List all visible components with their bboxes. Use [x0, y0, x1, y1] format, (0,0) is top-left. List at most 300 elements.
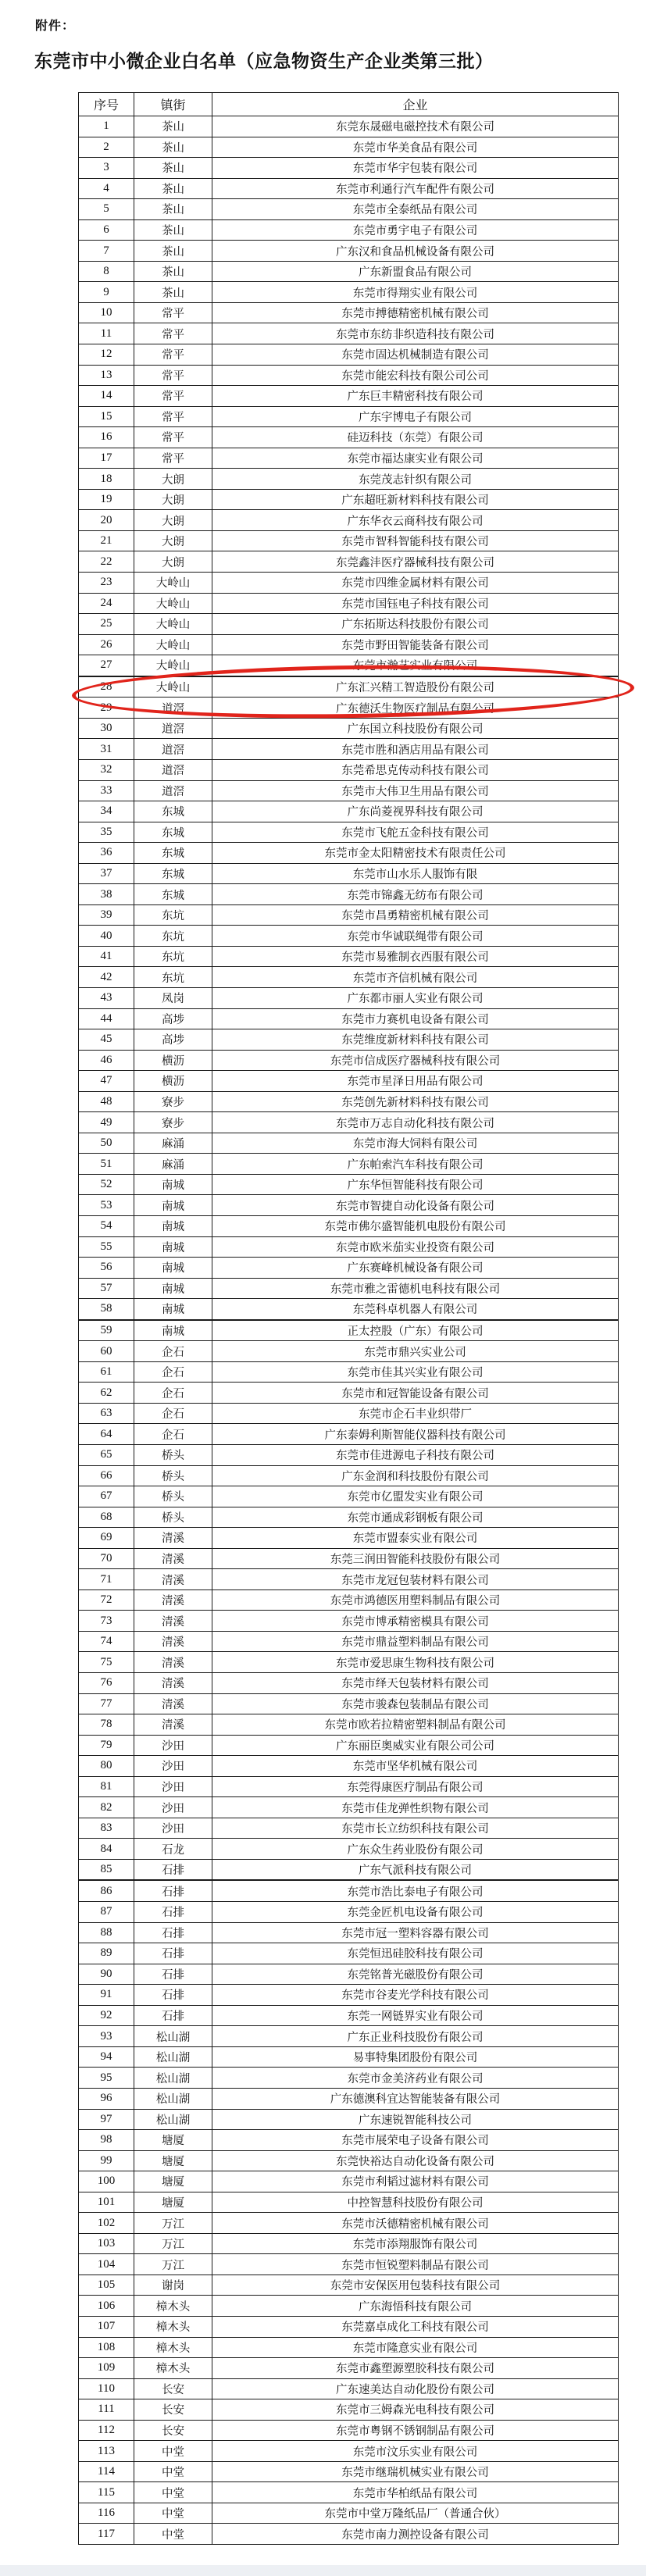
row-company: 东莞市欧若拉精密塑料制品有限公司 — [212, 1714, 619, 1736]
row-company: 东莞市得翔实业有限公司 — [212, 282, 619, 303]
row-serial-number: 17 — [79, 448, 134, 469]
row-town: 常平 — [134, 406, 212, 427]
row-company: 广东正业科技股份有限公司 — [212, 2026, 619, 2047]
row-company: 东莞市能宏科技有限公司公司 — [212, 365, 619, 386]
row-town: 清溪 — [134, 1569, 212, 1590]
row-serial-number: 71 — [79, 1569, 134, 1590]
row-town: 东城 — [134, 884, 212, 905]
table-row — [79, 2316, 619, 2337]
table-row — [79, 1818, 619, 1839]
row-company: 广东金润和科技股份有限公司 — [212, 1465, 619, 1486]
row-town: 横沥 — [134, 1071, 212, 1092]
table-row — [79, 1383, 619, 1404]
table-row — [79, 2461, 619, 2482]
row-town: 茶山 — [134, 116, 212, 137]
table-row — [79, 302, 619, 323]
row-serial-number: 70 — [79, 1548, 134, 1569]
row-company: 广东超旺新材料科技有限公司 — [212, 489, 619, 510]
row-town: 东坑 — [134, 946, 212, 967]
table-row — [79, 1112, 619, 1133]
table-row — [79, 2254, 619, 2275]
header-serial-number: 序号 — [79, 93, 134, 116]
row-town: 企石 — [134, 1383, 212, 1404]
table-row — [79, 987, 619, 1008]
table-row — [79, 698, 619, 719]
table-row — [79, 1050, 619, 1071]
row-serial-number: 101 — [79, 2192, 134, 2213]
row-town: 南城 — [134, 1236, 212, 1258]
table-row — [79, 530, 619, 551]
row-serial-number: 27 — [79, 655, 134, 676]
table-row — [79, 2005, 619, 2026]
table-row — [79, 1507, 619, 1528]
row-town: 万江 — [134, 2233, 212, 2254]
row-company: 东莞市大伟卫生用品有限公司 — [212, 780, 619, 801]
table-row — [79, 219, 619, 241]
row-serial-number: 83 — [79, 1818, 134, 1839]
row-serial-number: 116 — [79, 2503, 134, 2524]
row-serial-number: 60 — [79, 1341, 134, 1362]
row-town: 沙田 — [134, 1818, 212, 1839]
row-town: 清溪 — [134, 1611, 212, 1632]
table-row — [79, 469, 619, 490]
row-company: 东莞市鑫塑源塑胶科技有限公司 — [212, 2358, 619, 2379]
header-row — [79, 93, 619, 116]
table-row — [79, 2150, 619, 2171]
row-serial-number: 23 — [79, 573, 134, 594]
row-town: 万江 — [134, 2213, 212, 2234]
row-town: 常平 — [134, 365, 212, 386]
row-company: 东莞市利通行汽车配件有限公司 — [212, 178, 619, 199]
row-company: 东莞市四维金属材料有限公司 — [212, 573, 619, 594]
row-company: 东莞三润田智能科技股份有限公司 — [212, 1548, 619, 1569]
row-serial-number: 6 — [79, 219, 134, 241]
row-town: 沙田 — [134, 1776, 212, 1797]
row-company: 东莞市粤钢不锈钢制品有限公司 — [212, 2420, 619, 2441]
row-town: 中堂 — [134, 2461, 212, 2482]
table-row — [79, 1403, 619, 1424]
row-town: 石排 — [134, 1943, 212, 1964]
row-company: 东莞市力赛机电设备有限公司 — [212, 1008, 619, 1029]
table-row — [79, 759, 619, 780]
table-row — [79, 2503, 619, 2524]
row-town: 清溪 — [134, 1548, 212, 1569]
row-serial-number: 45 — [79, 1029, 134, 1051]
row-serial-number: 100 — [79, 2171, 134, 2192]
table-row — [79, 843, 619, 864]
row-town: 长安 — [134, 2378, 212, 2399]
table-row — [79, 2378, 619, 2399]
row-serial-number: 7 — [79, 241, 134, 262]
table-row — [79, 2213, 619, 2234]
row-serial-number: 8 — [79, 261, 134, 282]
row-serial-number: 64 — [79, 1424, 134, 1445]
row-serial-number: 24 — [79, 593, 134, 614]
row-town: 松山湖 — [134, 2109, 212, 2130]
row-town: 企石 — [134, 1361, 212, 1383]
row-serial-number: 31 — [79, 739, 134, 760]
table-row — [79, 593, 619, 614]
row-town: 清溪 — [134, 1714, 212, 1736]
row-serial-number: 42 — [79, 967, 134, 988]
row-company: 东莞市胜和酒店用品有限公司 — [212, 739, 619, 760]
row-town: 塘厦 — [134, 2150, 212, 2171]
row-town: 茶山 — [134, 137, 212, 158]
row-serial-number: 87 — [79, 1902, 134, 1923]
row-town: 石排 — [134, 1964, 212, 1985]
row-serial-number: 94 — [79, 2046, 134, 2068]
row-serial-number: 115 — [79, 2482, 134, 2503]
row-town: 塘厦 — [134, 2130, 212, 2151]
table-row — [79, 863, 619, 884]
table-row — [79, 448, 619, 469]
row-company: 广东气派科技有限公司 — [212, 1859, 619, 1880]
row-serial-number: 43 — [79, 987, 134, 1008]
table-row — [79, 2192, 619, 2213]
row-company: 正太控股（广东）有限公司 — [212, 1320, 619, 1341]
table-row — [79, 261, 619, 282]
row-company: 硅迈科技（东莞）有限公司 — [212, 427, 619, 448]
row-company: 广东丽臣奥威实业有限公司公司 — [212, 1735, 619, 1756]
row-serial-number: 85 — [79, 1859, 134, 1880]
table-row — [79, 1964, 619, 1985]
row-serial-number: 29 — [79, 698, 134, 719]
row-serial-number: 55 — [79, 1236, 134, 1258]
row-company: 东莞市爱思康生物科技有限公司 — [212, 1652, 619, 1673]
row-company: 东莞市金太阳精密技术有限责任公司 — [212, 843, 619, 864]
table-row — [79, 780, 619, 801]
table-row — [79, 2420, 619, 2441]
row-company: 东莞铭普光磁股份有限公司 — [212, 1964, 619, 1985]
row-company: 东莞市佳其兴实业有限公司 — [212, 1361, 619, 1383]
table-row — [79, 1902, 619, 1923]
table-row — [79, 1735, 619, 1756]
table-row — [79, 427, 619, 448]
table-row — [79, 1008, 619, 1029]
row-serial-number: 51 — [79, 1154, 134, 1175]
row-serial-number: 20 — [79, 510, 134, 531]
row-company: 中控智慧科技股份有限公司 — [212, 2192, 619, 2213]
row-serial-number: 105 — [79, 2275, 134, 2296]
row-company: 东莞市沃德精密机械有限公司 — [212, 2213, 619, 2234]
row-company: 广东宇博电子有限公司 — [212, 406, 619, 427]
row-serial-number: 11 — [79, 323, 134, 344]
table-row — [79, 1859, 619, 1880]
table-row — [79, 967, 619, 988]
row-company: 东莞市浩比泰电子有限公司 — [212, 1880, 619, 1901]
row-serial-number: 3 — [79, 158, 134, 179]
row-company: 东莞市安保医用包装科技有限公司 — [212, 2275, 619, 2296]
row-town: 大朗 — [134, 469, 212, 490]
row-company: 东莞市汶乐实业有限公司 — [212, 2441, 619, 2462]
table-row — [79, 1361, 619, 1383]
table-row — [79, 1424, 619, 1445]
table-row — [79, 1465, 619, 1486]
row-serial-number: 5 — [79, 199, 134, 220]
row-town: 松山湖 — [134, 2026, 212, 2047]
row-company: 东莞市智捷自动化设备有限公司 — [212, 1195, 619, 1216]
row-serial-number: 107 — [79, 2316, 134, 2337]
row-company: 东莞市恒锐塑料制品有限公司 — [212, 2254, 619, 2275]
row-serial-number: 81 — [79, 1776, 134, 1797]
row-town: 东城 — [134, 863, 212, 884]
row-town: 茶山 — [134, 219, 212, 241]
row-town: 南城 — [134, 1174, 212, 1195]
row-town: 万江 — [134, 2254, 212, 2275]
row-town: 长安 — [134, 2420, 212, 2441]
row-company: 东莞市海大饲料有限公司 — [212, 1133, 619, 1154]
page-bottom-strip — [0, 2565, 646, 2576]
row-serial-number: 108 — [79, 2337, 134, 2358]
row-company: 东莞市欧米茄实业投资有限公司 — [212, 1236, 619, 1258]
table-row — [79, 1922, 619, 1943]
row-town: 东城 — [134, 801, 212, 822]
row-serial-number: 113 — [79, 2441, 134, 2462]
row-town: 松山湖 — [134, 2088, 212, 2109]
table-row — [79, 614, 619, 635]
row-company: 东莞恒迅硅胶科技有限公司 — [212, 1943, 619, 1964]
row-company: 广东速美达自动化股份有限公司 — [212, 2378, 619, 2399]
row-serial-number: 18 — [79, 469, 134, 490]
row-company: 东莞市继瑞机械实业有限公司 — [212, 2461, 619, 2482]
row-serial-number: 41 — [79, 946, 134, 967]
row-town: 松山湖 — [134, 2046, 212, 2068]
row-town: 道滘 — [134, 759, 212, 780]
row-company: 广东众生药业股份有限公司 — [212, 1839, 619, 1860]
row-company: 东莞市东纺非织造科技有限公司 — [212, 323, 619, 344]
table-row — [79, 1445, 619, 1466]
row-serial-number: 114 — [79, 2461, 134, 2482]
table-row — [79, 1091, 619, 1112]
row-company: 东莞科卓机器人有限公司 — [212, 1299, 619, 1320]
row-company: 东莞市亿盟发实业有限公司 — [212, 1486, 619, 1507]
table-row — [79, 2358, 619, 2379]
row-serial-number: 96 — [79, 2088, 134, 2109]
row-company: 东莞市谷麦光学科技有限公司 — [212, 1985, 619, 2006]
row-town: 东城 — [134, 843, 212, 864]
table-row — [79, 1880, 619, 1901]
row-serial-number: 50 — [79, 1133, 134, 1154]
row-serial-number: 22 — [79, 551, 134, 573]
table-row — [79, 1985, 619, 2006]
table-row — [79, 1071, 619, 1092]
row-town: 道滘 — [134, 780, 212, 801]
table-row — [79, 2109, 619, 2130]
row-company: 东莞市野田智能装备有限公司 — [212, 634, 619, 655]
row-town: 石排 — [134, 2005, 212, 2026]
table-row — [79, 1299, 619, 1320]
row-town: 桥头 — [134, 1465, 212, 1486]
row-serial-number: 28 — [79, 676, 134, 698]
table-row — [79, 2171, 619, 2192]
table-row — [79, 137, 619, 158]
row-serial-number: 62 — [79, 1383, 134, 1404]
table-row — [79, 1569, 619, 1590]
row-serial-number: 73 — [79, 1611, 134, 1632]
row-company: 东莞创先新材料科技有限公司 — [212, 1091, 619, 1112]
table-row — [79, 2046, 619, 2068]
row-town: 南城 — [134, 1320, 212, 1341]
row-company: 东莞市智科智能科技有限公司 — [212, 530, 619, 551]
table-row — [79, 158, 619, 179]
row-company: 东莞市盟泰实业有限公司 — [212, 1528, 619, 1549]
row-serial-number: 111 — [79, 2399, 134, 2421]
row-company: 东莞市雅之雷德机电科技有限公司 — [212, 1278, 619, 1299]
row-town: 中堂 — [134, 2441, 212, 2462]
row-company: 东莞鑫沣医疗器械科技有限公司 — [212, 551, 619, 573]
table-row — [79, 1258, 619, 1279]
row-serial-number: 2 — [79, 137, 134, 158]
row-town: 东坑 — [134, 926, 212, 947]
row-town: 东城 — [134, 822, 212, 843]
row-serial-number: 30 — [79, 718, 134, 739]
row-company: 东莞金匠机电设备有限公司 — [212, 1902, 619, 1923]
row-serial-number: 56 — [79, 1258, 134, 1279]
row-town: 清溪 — [134, 1673, 212, 1694]
row-town: 中堂 — [134, 2524, 212, 2545]
table-row — [79, 1714, 619, 1736]
table-row — [79, 801, 619, 822]
row-company: 东莞嘉卓成化工科技有限公司 — [212, 2316, 619, 2337]
row-town: 茶山 — [134, 261, 212, 282]
row-company: 东莞市展荣电子设备有限公司 — [212, 2130, 619, 2151]
row-town: 大朗 — [134, 551, 212, 573]
row-company: 东莞市冠一塑料容器有限公司 — [212, 1922, 619, 1943]
row-serial-number: 77 — [79, 1693, 134, 1714]
row-serial-number: 12 — [79, 344, 134, 366]
row-company: 广东汇兴精工智造股份有限公司 — [212, 676, 619, 698]
row-serial-number: 90 — [79, 1964, 134, 1985]
row-company: 广东华恒智能科技有限公司 — [212, 1174, 619, 1195]
row-company: 东莞市骏森包装制品有限公司 — [212, 1693, 619, 1714]
table-row — [79, 1611, 619, 1632]
row-company: 东莞市全泰纸品有限公司 — [212, 199, 619, 220]
table-row — [79, 510, 619, 531]
row-town: 大朗 — [134, 510, 212, 531]
table-row — [79, 116, 619, 137]
row-serial-number: 16 — [79, 427, 134, 448]
table-row — [79, 365, 619, 386]
row-serial-number: 102 — [79, 2213, 134, 2234]
row-serial-number: 86 — [79, 1880, 134, 1901]
row-serial-number: 54 — [79, 1215, 134, 1236]
row-town: 大岭山 — [134, 676, 212, 698]
row-serial-number: 48 — [79, 1091, 134, 1112]
row-serial-number: 80 — [79, 1756, 134, 1777]
row-company: 广东德沃生物医疗制品有限公司 — [212, 698, 619, 719]
row-town: 桥头 — [134, 1486, 212, 1507]
table-row — [79, 676, 619, 698]
row-company: 东莞快裕达自动化设备有限公司 — [212, 2150, 619, 2171]
row-serial-number: 68 — [79, 1507, 134, 1528]
row-town: 茶山 — [134, 158, 212, 179]
row-serial-number: 88 — [79, 1922, 134, 1943]
row-serial-number: 97 — [79, 2109, 134, 2130]
table-row — [79, 1943, 619, 1964]
row-town: 大岭山 — [134, 655, 212, 676]
table-row — [79, 2233, 619, 2254]
row-town: 南城 — [134, 1195, 212, 1216]
row-town: 茶山 — [134, 282, 212, 303]
table-row — [79, 1236, 619, 1258]
table-row — [79, 2482, 619, 2503]
row-serial-number: 99 — [79, 2150, 134, 2171]
row-town: 寮步 — [134, 1112, 212, 1133]
row-company: 东莞希思克传动科技有限公司 — [212, 759, 619, 780]
row-serial-number: 52 — [79, 1174, 134, 1195]
row-company: 广东拓斯达科技股份有限公司 — [212, 614, 619, 635]
row-town: 樟木头 — [134, 2296, 212, 2317]
table-row — [79, 926, 619, 947]
row-company: 广东德澳科宜达智能装备有限公司 — [212, 2088, 619, 2109]
row-company: 东莞市鼎兴实业公司 — [212, 1341, 619, 1362]
row-company: 东莞市中堂万隆纸品厂（普通合伙） — [212, 2503, 619, 2524]
table-row — [79, 634, 619, 655]
row-town: 企石 — [134, 1403, 212, 1424]
table-row — [79, 884, 619, 905]
table-row — [79, 1486, 619, 1507]
row-serial-number: 25 — [79, 614, 134, 635]
row-company: 东莞市隆意实业有限公司 — [212, 2337, 619, 2358]
table-row — [79, 1797, 619, 1818]
row-town: 樟木头 — [134, 2358, 212, 2379]
row-company: 东莞市搏德精密机械有限公司 — [212, 302, 619, 323]
table-row — [79, 241, 619, 262]
attachment-label: 附件： — [35, 20, 76, 33]
row-company: 东莞市固达机械制造有限公司 — [212, 344, 619, 366]
row-company: 东莞市添翔服饰有限公司 — [212, 2233, 619, 2254]
row-company: 东莞市昌勇精密机械有限公司 — [212, 904, 619, 926]
row-company: 广东帕索汽车科技有限公司 — [212, 1154, 619, 1175]
row-serial-number: 93 — [79, 2026, 134, 2047]
row-town: 谢岗 — [134, 2275, 212, 2296]
row-town: 常平 — [134, 427, 212, 448]
table-row — [79, 2026, 619, 2047]
row-serial-number: 82 — [79, 1797, 134, 1818]
row-town: 石排 — [134, 1922, 212, 1943]
table-row — [79, 1548, 619, 1569]
row-serial-number: 4 — [79, 178, 134, 199]
table-row — [79, 2068, 619, 2089]
table-row — [79, 1154, 619, 1175]
table-row — [79, 406, 619, 427]
row-town: 石龙 — [134, 1839, 212, 1860]
table-row — [79, 1631, 619, 1652]
table-row — [79, 323, 619, 344]
row-serial-number: 53 — [79, 1195, 134, 1216]
row-serial-number: 26 — [79, 634, 134, 655]
row-town: 樟木头 — [134, 2316, 212, 2337]
row-company: 广东汉和食品机械设备有限公司 — [212, 241, 619, 262]
row-town: 常平 — [134, 323, 212, 344]
row-company: 广东海悟科技有限公司 — [212, 2296, 619, 2317]
row-company: 广东新盟食品有限公司 — [212, 261, 619, 282]
row-town: 茶山 — [134, 178, 212, 199]
table-row — [79, 489, 619, 510]
row-serial-number: 69 — [79, 1528, 134, 1549]
row-serial-number: 37 — [79, 863, 134, 884]
row-town: 企石 — [134, 1341, 212, 1362]
row-town: 东坑 — [134, 967, 212, 988]
row-serial-number: 47 — [79, 1071, 134, 1092]
table-row — [79, 1278, 619, 1299]
row-company: 广东赛峰机械设备有限公司 — [212, 1258, 619, 1279]
row-company: 广东泰姆利斯智能仪器科技有限公司 — [212, 1424, 619, 1445]
row-serial-number: 79 — [79, 1735, 134, 1756]
row-company: 东莞市龙冠包装材料有限公司 — [212, 1569, 619, 1590]
table-row — [79, 1673, 619, 1694]
row-serial-number: 66 — [79, 1465, 134, 1486]
